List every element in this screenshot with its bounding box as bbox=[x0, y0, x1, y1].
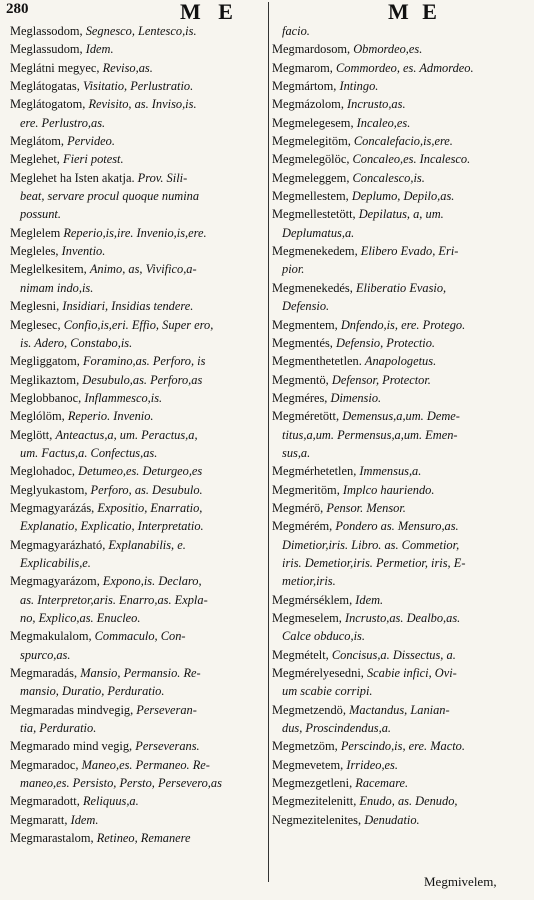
dictionary-entry bbox=[10, 701, 260, 719]
latin-gloss: Inflammesco,is. bbox=[84, 390, 163, 405]
latin-gloss: Dimetior,iris. Libro. as. Commetior, bbox=[282, 537, 460, 552]
latin-gloss: Reperio,is,ire. Invenio,is,ere. bbox=[63, 225, 207, 240]
latin-gloss: Eliberatio Evasio, bbox=[355, 280, 447, 295]
headword: Meglikaztom, bbox=[10, 372, 80, 387]
headword: Megmérelyesedni, bbox=[272, 666, 364, 681]
dictionary-entry bbox=[10, 536, 260, 554]
dictionary-entry bbox=[272, 591, 530, 609]
headword: Meglassudom, bbox=[10, 42, 83, 57]
headword: Megmagyarázható, bbox=[10, 537, 106, 552]
latin-gloss: Explanatio, Explicatio, Interpretatio. bbox=[20, 519, 204, 534]
latin-gloss: Desubulo,as. Perforo,as bbox=[82, 372, 203, 387]
catchword: Megmivelem, bbox=[424, 874, 497, 889]
headword: Megmelegölöc, bbox=[272, 152, 350, 167]
entry-continuation bbox=[272, 554, 530, 572]
latin-gloss: metior,iris. bbox=[282, 574, 336, 589]
entry-continuation bbox=[272, 297, 530, 315]
latin-gloss: Inventio. bbox=[61, 244, 106, 259]
dictionary-entry bbox=[272, 352, 530, 370]
right-column bbox=[272, 22, 530, 829]
dictionary-entry bbox=[10, 224, 260, 242]
latin-gloss: Implco hauriendo. bbox=[342, 482, 435, 497]
latin-gloss: Demensus,a,um. Deme- bbox=[342, 409, 460, 424]
dictionary-entry bbox=[10, 426, 260, 444]
entry-continuation bbox=[10, 609, 260, 627]
headword: Megméres, bbox=[272, 390, 328, 405]
latin-gloss: Obmordeo,es. bbox=[353, 42, 423, 57]
dictionary-entry bbox=[272, 95, 530, 113]
latin-gloss: Foramino,as. Perforo, is bbox=[82, 354, 206, 369]
latin-gloss: Incaleo,es. bbox=[356, 115, 411, 130]
dictionary-entry bbox=[10, 40, 260, 58]
entry-continuation bbox=[10, 591, 260, 609]
latin-gloss: Concisus,a. Dissectus, a. bbox=[331, 647, 456, 662]
dictionary-entry bbox=[10, 664, 260, 682]
headword: Megmezitelenitt, bbox=[272, 794, 357, 809]
dictionary-entry bbox=[10, 627, 260, 645]
latin-gloss: Expositio, Enarratio, bbox=[97, 500, 203, 515]
headword: Meglesec, bbox=[10, 317, 61, 332]
latin-gloss: Maneo,es. Permaneo. Re- bbox=[81, 757, 210, 772]
headword: Megmakulalom, bbox=[10, 629, 92, 644]
dictionary-entry bbox=[10, 407, 260, 425]
dictionary-entry bbox=[272, 114, 530, 132]
latin-gloss: Dnfendo,is, ere. Protego. bbox=[340, 317, 466, 332]
headword: Meglátni megyec, bbox=[10, 60, 100, 75]
dictionary-entry bbox=[272, 756, 530, 774]
dictionary-entry bbox=[10, 829, 260, 847]
entry-continuation bbox=[272, 260, 530, 278]
headword: Meglátogatom, bbox=[10, 97, 86, 112]
dictionary-entry bbox=[10, 242, 260, 260]
latin-gloss: Concaleo,es. Incalesco. bbox=[352, 152, 471, 167]
dictionary-entry bbox=[272, 499, 530, 517]
headword: Megmeritöm, bbox=[272, 482, 340, 497]
dictionary-entry bbox=[10, 572, 260, 590]
headword: Megmételt, bbox=[272, 647, 329, 662]
headword: Megmérhetetlen, bbox=[272, 464, 357, 479]
page-header bbox=[0, 0, 534, 22]
dictionary-entry bbox=[272, 664, 530, 682]
latin-gloss: sus,a. bbox=[282, 445, 311, 460]
entry-continuation bbox=[10, 334, 260, 352]
latin-gloss: Defensio. bbox=[282, 299, 330, 314]
headword: Megmenekedés, bbox=[272, 280, 353, 295]
headword: Megmenthetetlen. bbox=[272, 354, 362, 369]
latin-gloss: Denudatio. bbox=[364, 812, 420, 827]
headword: Meglohadoc, bbox=[10, 464, 76, 479]
headword: Megmagyarázom, bbox=[10, 574, 100, 589]
headword: Megmetzöm, bbox=[272, 739, 338, 754]
latin-gloss: Fieri potest. bbox=[63, 152, 124, 167]
latin-gloss: ere. Perlustro,as. bbox=[20, 115, 106, 130]
running-head-left: M E bbox=[180, 0, 239, 24]
left-column bbox=[10, 22, 260, 847]
headword: Megmaradás, bbox=[10, 666, 78, 681]
entry-continuation bbox=[272, 627, 530, 645]
latin-gloss: Anapologetus. bbox=[364, 354, 437, 369]
headword: Megmérö, bbox=[272, 500, 324, 515]
headword: Meglehet ha Isten akatja. bbox=[10, 170, 135, 185]
dictionary-entry bbox=[272, 279, 530, 297]
latin-gloss: Elibero Evado, Eri- bbox=[360, 244, 459, 259]
latin-gloss: Prov. Sili- bbox=[137, 170, 188, 185]
latin-gloss: is. Adero, Constabo,is. bbox=[20, 335, 133, 350]
headword: Meglátom, bbox=[10, 134, 65, 149]
headword: Megmeleggem, bbox=[272, 170, 350, 185]
latin-gloss: Perseverans. bbox=[135, 739, 200, 754]
latin-gloss: Idem. bbox=[70, 812, 99, 827]
entry-continuation bbox=[10, 114, 260, 132]
dictionary-entry bbox=[272, 481, 530, 499]
dictionary-entry bbox=[10, 77, 260, 95]
latin-gloss: Perseveran- bbox=[136, 702, 197, 717]
latin-gloss: maneo,es. Persisto, Persto, Persevero,as bbox=[20, 776, 222, 791]
running-head-right: M E bbox=[388, 0, 441, 24]
dictionary-entry bbox=[272, 517, 530, 535]
headword: Megmezgetleni, bbox=[272, 776, 353, 791]
dictionary-entry bbox=[10, 169, 260, 187]
latin-gloss: pior. bbox=[282, 262, 305, 277]
headword: Megmérém, bbox=[272, 519, 333, 534]
headword: Megmarom, bbox=[272, 60, 333, 75]
dictionary-entry bbox=[272, 77, 530, 95]
headword: Meglesni, bbox=[10, 299, 60, 314]
latin-gloss: Incrusto,as. Dealbo,as. bbox=[344, 611, 461, 625]
dictionary-entry bbox=[272, 774, 530, 792]
dictionary-entry bbox=[10, 756, 260, 774]
latin-gloss: Irrideo,es. bbox=[346, 757, 398, 772]
headword: Negmezitelenites, bbox=[272, 812, 362, 827]
headword: Megmentés, bbox=[272, 335, 333, 350]
latin-gloss: Calce obduco,is. bbox=[282, 629, 365, 644]
latin-gloss: Insidiari, Insidias tendere. bbox=[62, 299, 194, 314]
headword: Megmardosom, bbox=[272, 42, 351, 57]
latin-gloss: spurco,as. bbox=[20, 647, 71, 662]
entry-continuation bbox=[272, 572, 530, 590]
latin-gloss: Revisito, as. Inviso,is. bbox=[88, 97, 197, 112]
entry-continuation bbox=[10, 554, 260, 572]
entry-continuation bbox=[272, 682, 530, 700]
latin-gloss: iris. Demetior,iris. Permetior, iris, E- bbox=[282, 555, 466, 570]
latin-gloss: um scabie corripi. bbox=[282, 684, 373, 699]
dictionary-entry bbox=[272, 462, 530, 480]
latin-gloss: Detumeo,es. Deturgeo,es bbox=[78, 464, 203, 479]
latin-gloss: Immensus,a. bbox=[359, 464, 422, 479]
latin-gloss: mansio, Duratio, Perduratio. bbox=[20, 684, 165, 699]
entry-continuation bbox=[272, 536, 530, 554]
dictionary-entry bbox=[272, 187, 530, 205]
entry-continuation bbox=[272, 444, 530, 462]
entry-continuation bbox=[10, 279, 260, 297]
latin-gloss: Explicabilis,e. bbox=[20, 555, 91, 570]
headword: Megmellestem, bbox=[272, 189, 349, 204]
dictionary-entry bbox=[272, 811, 530, 829]
latin-gloss: Commaculo, Con- bbox=[94, 629, 186, 644]
headword: Megmeselem, bbox=[272, 611, 342, 625]
dictionary-entry bbox=[272, 150, 530, 168]
latin-gloss: Perscindo,is, ere. Macto. bbox=[340, 739, 465, 754]
headword: Meglyukastom, bbox=[10, 482, 88, 497]
page-number: 280 bbox=[6, 1, 29, 17]
latin-gloss: Visitatio, Perlustratio. bbox=[82, 79, 194, 94]
headword: Megmetzendö, bbox=[272, 702, 346, 717]
latin-gloss: Deplumo, Depilo,as. bbox=[351, 189, 455, 204]
dictionary-entry bbox=[10, 389, 260, 407]
dictionary-entry bbox=[272, 242, 530, 260]
latin-gloss: no, Explico,as. Enucleo. bbox=[20, 611, 141, 625]
entry-continuation bbox=[10, 187, 260, 205]
headword: Megliggatom, bbox=[10, 354, 80, 369]
headword: Meglelkesitem, bbox=[10, 262, 87, 277]
dictionary-entry bbox=[10, 499, 260, 517]
latin-gloss: Reliquus,a. bbox=[82, 794, 139, 809]
headword: Megmelegitöm, bbox=[272, 134, 351, 149]
latin-gloss: Pensor. Mensor. bbox=[326, 500, 406, 515]
latin-gloss: tia, Perduratio. bbox=[20, 721, 97, 736]
latin-gloss: dus, Proscindendus,a. bbox=[282, 721, 391, 736]
latin-gloss: Mansio, Permansio. Re- bbox=[80, 666, 201, 681]
headword: Megmellestetött, bbox=[272, 207, 356, 222]
dictionary-entry bbox=[10, 297, 260, 315]
headword: Megleles, bbox=[10, 244, 59, 259]
latin-gloss: Idem. bbox=[355, 592, 384, 607]
entry-continuation bbox=[10, 517, 260, 535]
latin-gloss: Animo, as, Vivifico,a- bbox=[89, 262, 197, 277]
headword: Megmérséklem, bbox=[272, 592, 353, 607]
latin-gloss: nimam indo,is. bbox=[20, 280, 94, 295]
dictionary-entry bbox=[10, 481, 260, 499]
dictionary-entry bbox=[272, 334, 530, 352]
headword: Meglehet, bbox=[10, 152, 60, 167]
dictionary-entry bbox=[272, 407, 530, 425]
latin-gloss: Concalefacio,is,ere. bbox=[353, 134, 453, 149]
latin-gloss: Reperio. Invenio. bbox=[67, 409, 154, 424]
latin-gloss: titus,a,um. Permensus,a,um. Emen- bbox=[282, 427, 458, 442]
entry-continuation bbox=[272, 22, 530, 40]
latin-gloss: Depilatus, a, um. bbox=[358, 207, 444, 222]
dictionary-entry bbox=[10, 737, 260, 755]
dictionary-entry bbox=[10, 316, 260, 334]
headword: Megmázolom, bbox=[272, 97, 344, 112]
latin-gloss: Anteactus,a, um. Peractus,a, bbox=[55, 427, 198, 442]
dictionary-entry bbox=[272, 316, 530, 334]
dictionary-entry bbox=[272, 371, 530, 389]
headword: Megmaratt, bbox=[10, 812, 68, 827]
latin-gloss: Segnesco, Lentesco,is. bbox=[85, 24, 197, 38]
headword: Megméretött, bbox=[272, 409, 340, 424]
latin-gloss: Confio,is,eri. Effio, Super ero, bbox=[63, 317, 214, 332]
dictionary-entry bbox=[272, 169, 530, 187]
latin-gloss: Pondero as. Mensuro,as. bbox=[335, 519, 459, 534]
latin-gloss: Enudo, as. Denudo, bbox=[359, 794, 458, 809]
entry-continuation bbox=[10, 719, 260, 737]
headword: Megmarado mind vegig, bbox=[10, 739, 133, 754]
dictionary-entry bbox=[10, 352, 260, 370]
dictionary-entry bbox=[272, 701, 530, 719]
dictionary-entry bbox=[10, 59, 260, 77]
dictionary-entry bbox=[272, 59, 530, 77]
headword: Megmaradas mindvegig, bbox=[10, 702, 134, 717]
latin-gloss: as. Interpretor,aris. Enarro,as. Expla- bbox=[20, 592, 208, 607]
dictionary-entry bbox=[272, 389, 530, 407]
latin-gloss: Defensio, Protectio. bbox=[336, 335, 436, 350]
latin-gloss: Scabie infici, Ovi- bbox=[366, 666, 457, 681]
entry-continuation bbox=[10, 682, 260, 700]
latin-gloss: um. Factus,a. Confectus,as. bbox=[20, 445, 158, 460]
headword: Megmaradoc, bbox=[10, 757, 79, 772]
latin-gloss: Explanabilis, e. bbox=[108, 537, 186, 552]
latin-gloss: Racemare. bbox=[355, 776, 409, 791]
dictionary-entry bbox=[10, 22, 260, 40]
headword: Megmarastalom, bbox=[10, 831, 94, 846]
dictionary-entry bbox=[272, 132, 530, 150]
dictionary-entry bbox=[272, 609, 530, 627]
headword: Meglobbanoc, bbox=[10, 390, 82, 405]
dictionary-entry bbox=[10, 132, 260, 150]
entry-continuation bbox=[272, 426, 530, 444]
latin-gloss: beat, servare procul quoque numina bbox=[20, 189, 200, 204]
headword: Megmaradott, bbox=[10, 794, 80, 809]
latin-gloss: Concalesco,is. bbox=[352, 170, 425, 185]
latin-gloss: Deplumatus,a. bbox=[282, 225, 355, 240]
headword: Megmártom, bbox=[272, 79, 337, 94]
headword: Megmelegesem, bbox=[272, 115, 354, 130]
latin-gloss: facio. bbox=[282, 24, 310, 38]
dictionary-entry bbox=[272, 792, 530, 810]
headword: Meglelem bbox=[10, 225, 61, 240]
latin-gloss: Mactandus, Lanian- bbox=[349, 702, 450, 717]
headword: Meglátogatas, bbox=[10, 79, 80, 94]
headword: Megmenekedem, bbox=[272, 244, 358, 259]
dictionary-entry bbox=[10, 371, 260, 389]
latin-gloss: Pervideo. bbox=[67, 134, 115, 149]
dictionary-entry bbox=[10, 811, 260, 829]
headword: Megmagyarázás, bbox=[10, 500, 95, 515]
latin-gloss: Commordeo, es. Admordeo. bbox=[336, 60, 474, 75]
dictionary-entry bbox=[272, 737, 530, 755]
entry-continuation bbox=[10, 646, 260, 664]
entry-continuation bbox=[272, 224, 530, 242]
dictionary-entry bbox=[272, 40, 530, 58]
latin-gloss: Retineo, Remanere bbox=[96, 831, 191, 846]
latin-gloss: Defensor, Protector. bbox=[331, 372, 431, 387]
headword: Meglött, bbox=[10, 427, 53, 442]
headword: Megmentö, bbox=[272, 372, 329, 387]
latin-gloss: Reviso,as. bbox=[102, 60, 153, 75]
dictionary-entry bbox=[272, 205, 530, 223]
latin-gloss: Incrusto,as. bbox=[347, 97, 406, 112]
latin-gloss: possunt. bbox=[20, 207, 61, 222]
headword: Megmevetem, bbox=[272, 757, 344, 772]
latin-gloss: Idem. bbox=[85, 42, 114, 57]
dictionary-entry bbox=[10, 260, 260, 278]
latin-gloss: Intingo. bbox=[339, 79, 379, 94]
latin-gloss: Dimensio. bbox=[330, 390, 382, 405]
dictionary-entry bbox=[10, 95, 260, 113]
headword: Meglólöm, bbox=[10, 409, 65, 424]
dictionary-entry bbox=[10, 150, 260, 168]
headword: Meglassodom, bbox=[10, 24, 83, 38]
dictionary-entry bbox=[10, 462, 260, 480]
dictionary-entry bbox=[10, 792, 260, 810]
entry-continuation bbox=[272, 719, 530, 737]
dictionary-entry bbox=[272, 646, 530, 664]
column-divider bbox=[268, 2, 269, 882]
entry-continuation bbox=[10, 444, 260, 462]
headword: Megmentem, bbox=[272, 317, 338, 332]
latin-gloss: Perforo, as. Desubulo. bbox=[90, 482, 203, 497]
entry-continuation bbox=[10, 774, 260, 792]
entry-continuation bbox=[10, 205, 260, 223]
latin-gloss: Expono,is. Declaro, bbox=[102, 574, 202, 589]
